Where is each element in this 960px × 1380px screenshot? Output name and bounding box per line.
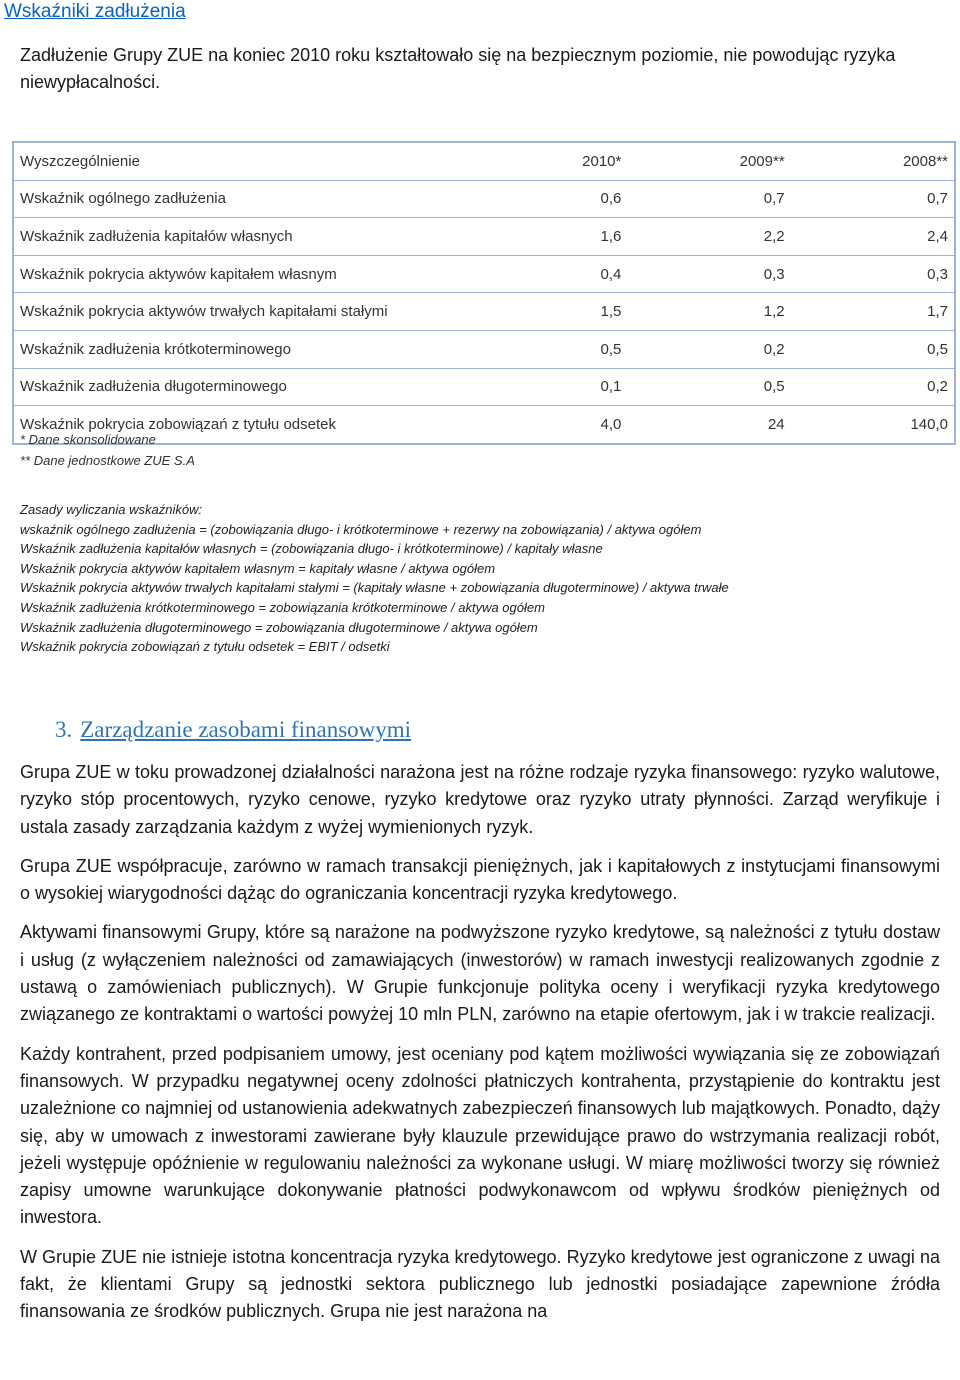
formulas-title: Zasady wyliczania wskaźników: xyxy=(20,502,203,517)
footnote-consolidated: * Dane skonsolidowane xyxy=(20,432,156,447)
paragraph: Każdy kontrahent, przed podpisaniem umowy, jest oceniany pod kątem możliwości wywiązania się ze zobowiązań finansowych. W przypadku negatywnej oceny zdolności płatniczych kontrahenta, przystąpienie do kontraktu jest uzależnione co najmniej od ustanowienia adekwatnych zabezpieczeń finansowych lub majątkowych. Ponadto, dąży się, aby w umowach z inwestorami zawierane były klauzule przewidujące prawo do wstrzymania realizacji robót, jeżeli występuje opóźnienie w regulowaniu należności za wykonane usługi. W miarę możliwości tworzy się również zapisy umowne warunkujące dokonywanie płatności podwykonawcom od wpływu środków pieniężnych od inwestora. xyxy=(20,1043,940,1228)
table-row xyxy=(13,293,955,331)
paragraph: Aktywami finansowymi Grupy, które są narażone na podwyższone ryzyko kredytowe, są należności z tytułu dostaw i usług (z wyłączeniem należności od zamawiających (inwestorów) w ramach inwestycji realizowanych zgodnie z ustawą o zamówieniach publicznych). W Grupie funkcjonuje polityka oceny i weryfikacji ryzyka kredytowego związanego ze kontraktami o wartości powyżej 10 mln PLN, zarówno na etapie ofertowym, jak i w trakcie realizacji. xyxy=(20,922,940,1025)
header-cell: Wyszczególnienie xyxy=(13,142,535,180)
ratio-value: 1,5 xyxy=(535,293,628,331)
section-heading-link[interactable]: Wskaźniki zadłużenia xyxy=(4,1,186,22)
ratio-value: 0,3 xyxy=(627,255,790,293)
ratio-name: Wskaźnik zadłużenia krótkoterminowego xyxy=(13,330,535,368)
ratio-value: 140,0 xyxy=(910,415,948,433)
formula-line: Wskaźnik pokrycia zobowiązań z tytułu odsetek = EBIT / odsetki xyxy=(20,639,390,655)
ratio-name: Wskaźnik ogólnego zadłużenia xyxy=(13,180,535,218)
ratio-value: 24 xyxy=(767,415,785,433)
ratio-value: 0,3 xyxy=(791,255,955,293)
ratio-name: Wskaźnik pokrycia aktywów kapitałem własnym xyxy=(13,255,535,293)
ratio-value: 2,4 xyxy=(791,218,955,256)
formula-line: Wskaźnik zadłużenia długoterminowego = zobowiązania długoterminowe / aktywa ogółem xyxy=(20,619,538,635)
table-row xyxy=(13,180,955,218)
ratio-value: 0,7 xyxy=(627,180,790,218)
ratio-formulas xyxy=(20,500,729,657)
ratio-value: 1,6 xyxy=(535,218,628,256)
section-title-label: Zarządzanie zasobami finansowymi xyxy=(80,717,412,742)
header-cell: 2009** xyxy=(627,142,790,180)
section-title xyxy=(55,717,411,743)
ratio-value: 0,2 xyxy=(791,368,955,406)
ratio-value: 0,5 xyxy=(791,330,955,368)
table-row xyxy=(13,368,955,406)
ratio-value: 0,2 xyxy=(627,330,790,368)
ratio-name: Wskaźnik pokrycia zobowiązań z tytułu odsetek xyxy=(20,415,336,433)
ratio-value: 0,1 xyxy=(535,368,628,406)
paragraph: Grupa ZUE w toku prowadzonej działalności narażona jest na różne rodzaje ryzyka finansowego: ryzyko walutowe, ryzyko stóp procentowych, ryzyko cenowe, ryzyko kredytowe oraz ryzyko utraty płynności. Zarząd weryfikuje i ustala zasady zarządzania każdym z wyżej wymienionych ryzyk. xyxy=(20,762,940,837)
paragraph: W Grupie ZUE nie istnieje istotna koncentracja ryzyka kredytowego. Ryzyko kredytowe jest ograniczone z uwagi na fakt, że klientami Grupy są jednostki sektora publicznego lub jednostki posiadające zapewnione źródła finansowania ze środków publicznych. Grupa nie jest narażona na xyxy=(20,1246,940,1322)
formula-line: wskaźnik ogólnego zadłużenia = (zobowiązania długo- i krótkoterminowe + rezerwy na zobowiązania) / aktywa ogółem xyxy=(20,521,702,537)
ratio-name: Wskaźnik zadłużenia długoterminowego xyxy=(13,368,535,406)
table-row xyxy=(13,255,955,293)
section-body xyxy=(20,759,940,1338)
ratio-value: 4,0 xyxy=(600,415,622,433)
header-cell: 2010* xyxy=(535,142,628,180)
table-row xyxy=(13,330,955,368)
ratio-value: 0,5 xyxy=(535,330,628,368)
formula-line: Wskaźnik zadłużenia krótkoterminowego = zobowiązania krótkoterminowe / aktywa ogółem xyxy=(20,599,545,615)
ratio-name: Wskaźnik pokrycia aktywów trwałych kapitałami stałymi xyxy=(13,293,535,331)
header-cell: 2008** xyxy=(791,142,955,180)
ratio-value: 1,7 xyxy=(791,293,955,331)
intro-paragraph: Zadłużenie Grupy ZUE na koniec 2010 roku kształtowało się na bezpiecznym poziomie, nie powodując ryzyka niewypłacalności. xyxy=(20,45,896,92)
table-row xyxy=(13,218,955,256)
table-footnotes xyxy=(20,429,195,471)
ratio-value: 0,4 xyxy=(535,255,628,293)
formula-line: Wskaźnik pokrycia aktywów kapitałem własnym = kapitały własne / aktywa ogółem xyxy=(20,560,496,576)
table-header-row xyxy=(13,142,955,180)
ratio-value: 0,6 xyxy=(535,180,628,218)
ratio-value: 2,2 xyxy=(627,218,790,256)
ratio-value: 0,7 xyxy=(791,180,955,218)
ratio-value: 1,2 xyxy=(627,293,790,331)
formula-line: Wskaźnik zadłużenia kapitałów własnych = (zobowiązania długo- i krótkoterminowe) / kapitały własne xyxy=(20,541,603,557)
footnote-standalone: ** Dane jednostkowe ZUE S.A xyxy=(20,453,195,468)
paragraph: Grupa ZUE współpracuje, zarówno w ramach transakcji pieniężnych, jak i kapitałowych z instytucjami finansowymi o wysokiej wiarygodności dążąc do ograniczania koncentracji ryzyka kredytowego. xyxy=(20,855,940,904)
ratio-value: 0,5 xyxy=(627,368,790,406)
formula-line: Wskaźnik pokrycia aktywów trwałych kapitałami stałymi = (kapitały własne + zobowiązania długoterminowe) / aktywa trwałe xyxy=(20,580,729,596)
ratio-name: Wskaźnik zadłużenia kapitałów własnych xyxy=(13,218,535,256)
section-number: 3. xyxy=(55,717,73,742)
debt-ratios-table xyxy=(12,141,956,445)
